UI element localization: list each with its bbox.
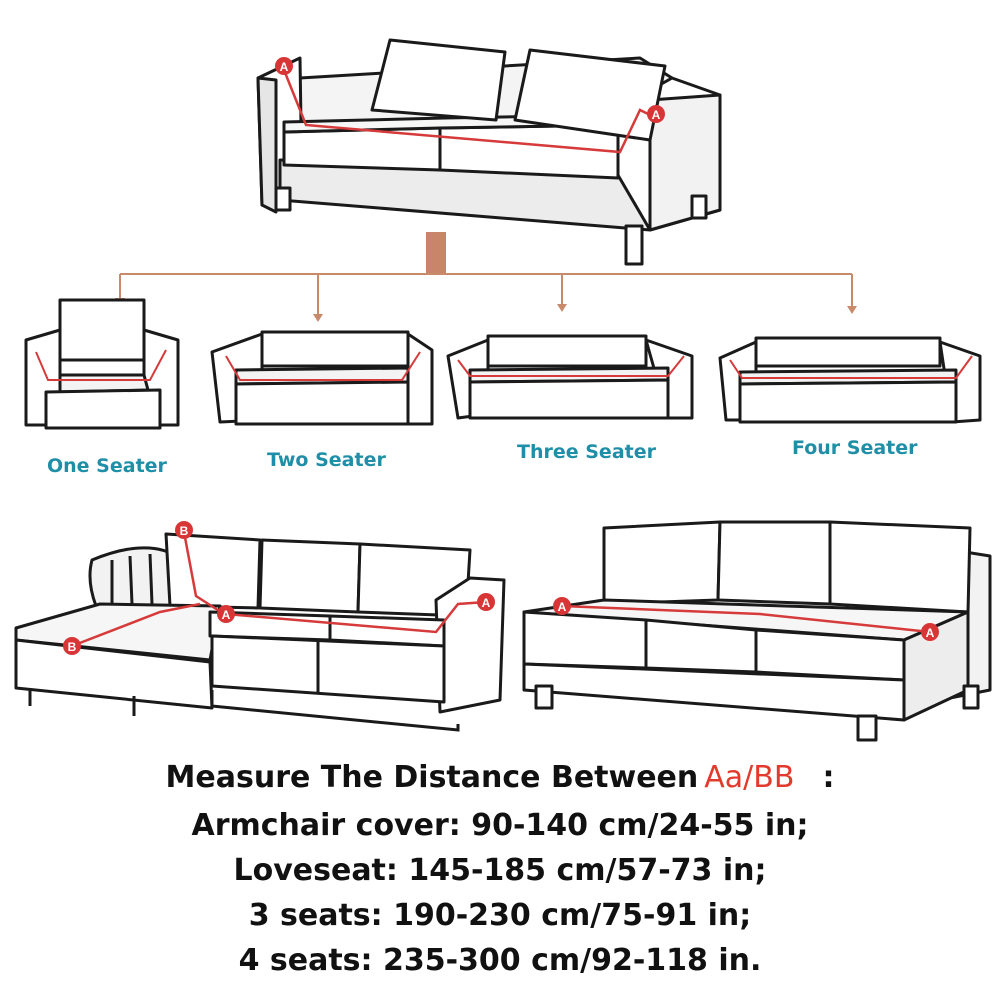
measure-heading-colon: : (822, 760, 835, 795)
svg-text:A: A (279, 60, 289, 74)
main-sofa-marker-a-left (275, 57, 293, 75)
measure-heading-prefix: Measure The Distance Between (165, 760, 699, 795)
svg-text:A: A (221, 608, 231, 622)
two-seater-illustration (212, 332, 432, 424)
size-line-loveseat: Loveseat: 145-185 cm/57-73 in; (233, 853, 767, 888)
sectional-marker-b-top (175, 521, 193, 539)
sectional-marker-a-right (477, 593, 495, 611)
svg-text:B: B (179, 524, 189, 538)
svg-text:A: A (925, 626, 935, 640)
size-line-4-seats: 4 seats: 235-300 cm/92-118 in. (238, 943, 762, 978)
measure-heading-highlight: Aa/BB (704, 760, 795, 795)
connector-block (426, 232, 446, 274)
armless-marker-a-right (921, 623, 939, 641)
one-seater-illustration (26, 300, 178, 428)
sectional-sofa-illustration (16, 534, 504, 712)
svg-text:A: A (557, 600, 567, 614)
sectional-marker-a-left (217, 605, 235, 623)
svg-text:A: A (651, 108, 661, 122)
measure-heading (0, 760, 1000, 795)
armless-marker-a-left (553, 597, 571, 615)
sectional-marker-b-bottom (63, 637, 81, 655)
four-seater-illustration (720, 338, 980, 422)
label-three-seater: Three Seater (517, 441, 656, 463)
connector-tree (115, 232, 857, 322)
label-two-seater: Two Seater (267, 449, 386, 471)
label-four-seater: Four Seater (792, 437, 918, 459)
size-line-armchair: Armchair cover: 90-140 cm/24-55 in; (191, 808, 809, 843)
main-sofa-marker-a-right (647, 105, 665, 123)
main-sofa-illustration (258, 40, 720, 264)
svg-text:B: B (67, 640, 77, 654)
label-one-seater: One Seater (47, 455, 167, 477)
svg-text:A: A (481, 596, 491, 610)
size-line-3-seats: 3 seats: 190-230 cm/75-91 in; (248, 898, 752, 933)
